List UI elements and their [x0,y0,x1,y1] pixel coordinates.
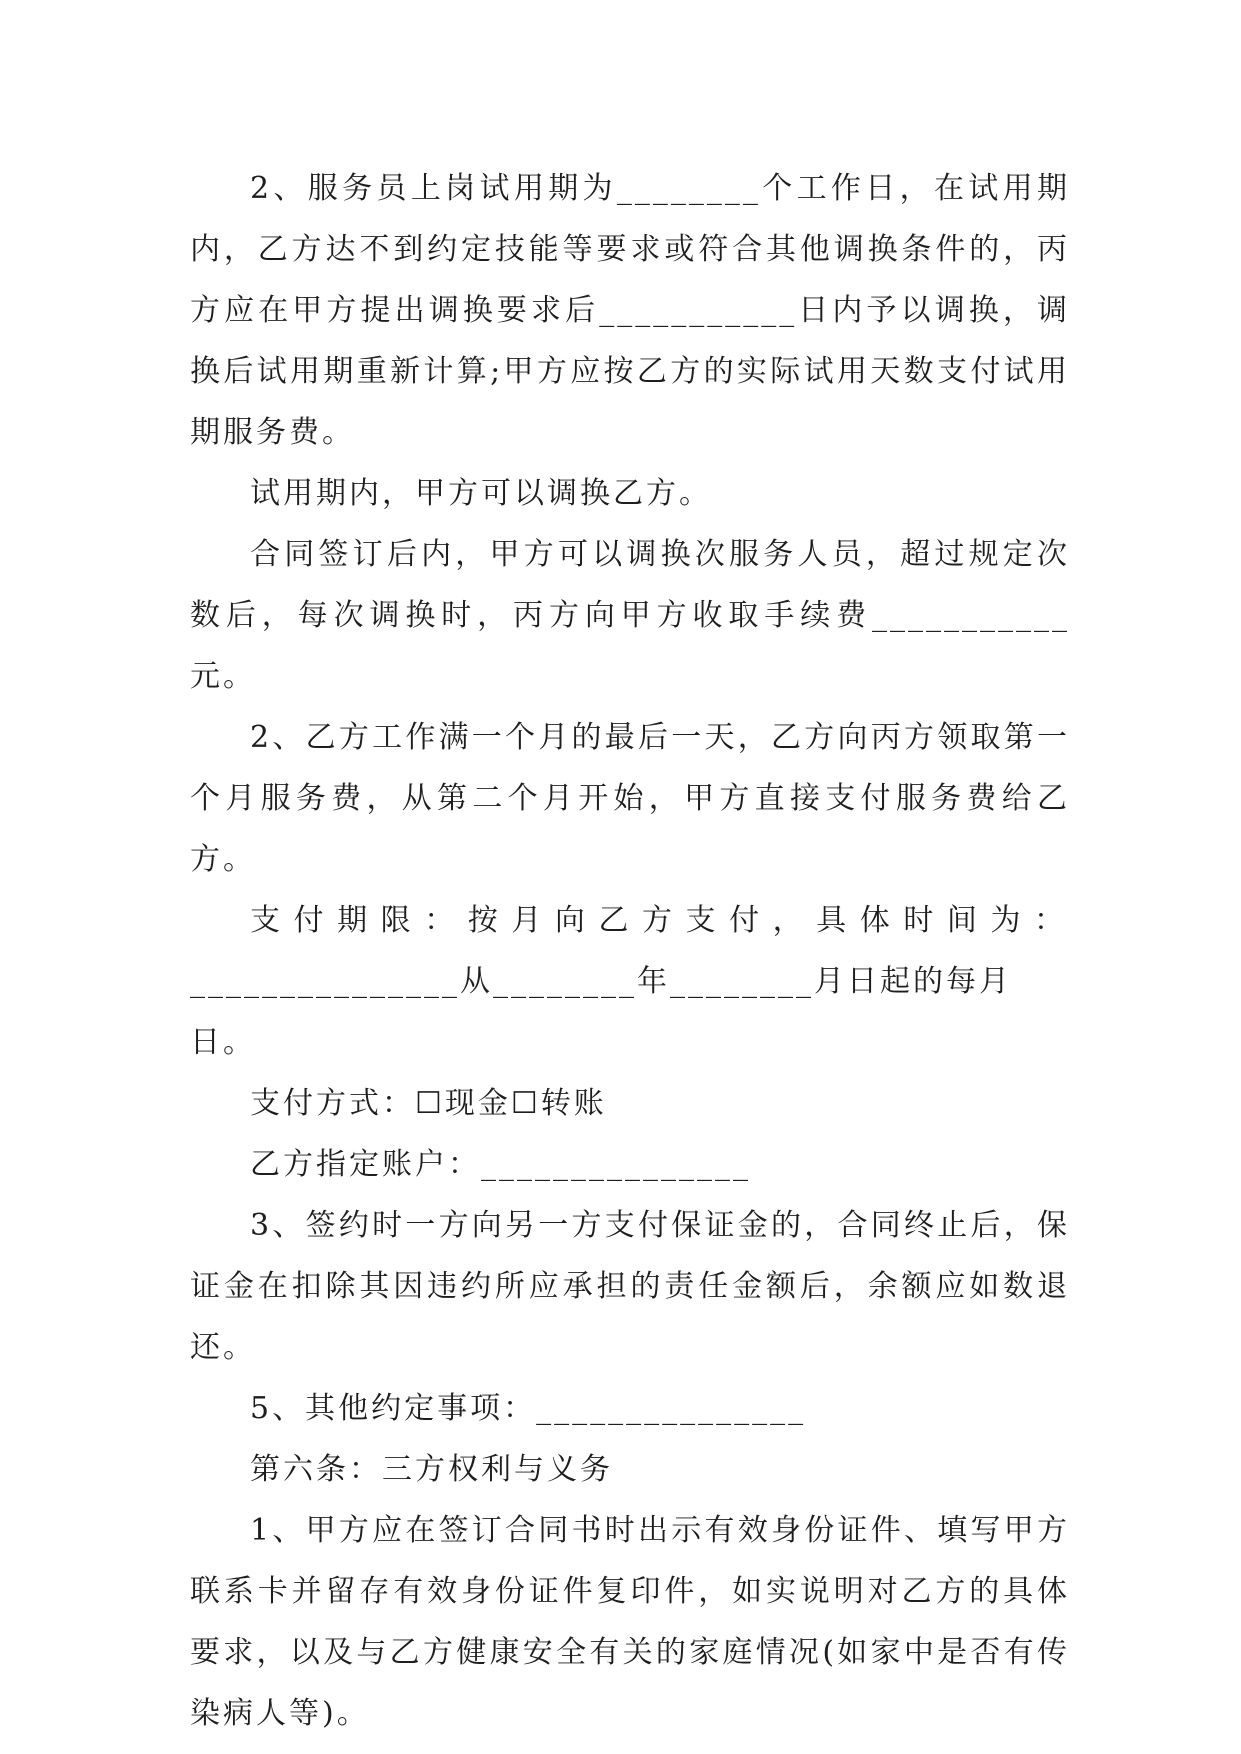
paragraph-payment-date: _______________从________年________月日起的每月日。 [190,964,1012,1060]
paragraph-payment-method: 支付方式：☐现金☐转账 [250,1086,607,1121]
section-heading-article-6: 第六条：三方权利与义务 [250,1452,613,1487]
paragraph-payment-term: 支付期限：按月向乙方支付，具体时间为： [250,903,1070,938]
paragraph-account: 乙方指定账户：_______________ [250,1147,751,1182]
paragraph-trial-replace: 试用期内，甲方可以调换乙方。 [250,476,712,511]
paragraph-replace-fee: 合同签订后内，甲方可以调换次服务人员，超过规定次数后，每次调换时，丙方向甲方收取手续费___________元。 [190,537,1070,694]
paragraph-party-a-duties: 1、甲方应在签订合同书时出示有效身份证件、填写甲方联系卡并留存有效身份证件复印件，如实说明对乙方的具体要求，以及与乙方健康安全有关的家庭情况(如家中是否有传染病人等)。 [190,1513,1070,1731]
paragraph-trial-period: 2、服务员上岗试用期为________个工作日，在试用期内，乙方达不到约定技能等要求或符合其他调换条件的，丙方应在甲方提出调换要求后___________日内予以调换，调换后试用期重新计算;甲方应按乙方的实际试用天数支付试用期服务费。 [190,171,1070,450]
paragraph-first-month-fee: 2、乙方工作满一个月的最后一天，乙方向丙方领取第一个月服务费，从第二个月开始，甲方直接支付服务费给乙方。 [190,720,1070,877]
document-body [190,158,1070,1744]
paragraph-deposit: 3、签约时一方向另一方支付保证金的，合同终止后，保证金在扣除其因违约所应承担的责任金额后，余额应如数退还。 [190,1208,1070,1365]
paragraph-other-terms: 5、其他约定事项：_______________ [250,1391,807,1426]
